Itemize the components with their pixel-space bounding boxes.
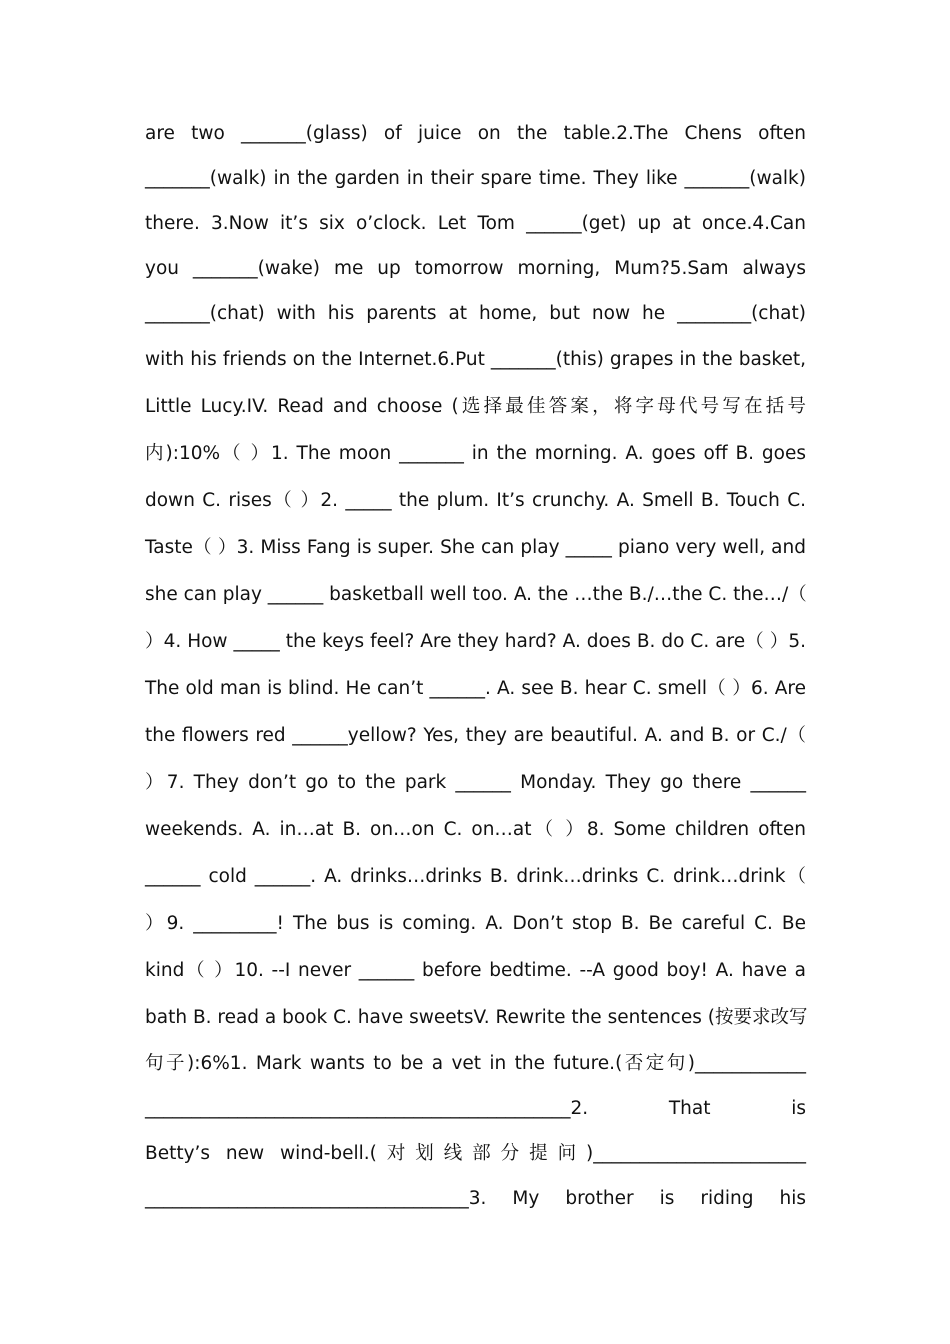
document-body [145,111,806,1221]
text-line: The old man is blind. He can’t ______. A. see B. hear C. smell（ ）6. Are [145,678,806,699]
text-line: she can play ______ basketball well too. A. the …the B./…the C. the…/（ [145,584,807,605]
text-line: weekends. A. in…at B. on…on C. on…at（ ）8. Some children often [145,819,806,840]
text-line: there. 3.Now it’s six o’clock. Let Tom ______(get) up at once.4.Can [145,213,806,234]
text-line: kind（ ）10. --I never ______ before bedtime. --A good boy! A. have a [145,960,806,981]
text-line: _______(chat) with his parents at home, but now he ________(chat) [145,303,806,324]
text-line: are two _______(glass) of juice on the table.2.The Chens often [145,123,806,144]
text-line: ______ cold ______. A. drinks…drinks B. drink…drinks C. drink…drink（ [145,866,806,887]
text-line: down C. rises（ ）2. _____ the plum. It’s crunchy. A. Smell B. Touch C. [145,490,806,511]
text-line: Little Lucy.IV. Read and choose (选择最佳答案，将字母代号写在括号 [145,396,806,417]
text-line: _______(walk) in the garden in their spare time. They like _______(walk) [145,168,806,189]
text-line: ）9. _________! The bus is coming. A. Don’t stop B. Be careful C. Be [145,913,806,934]
text-line: ______________________________________________2. That is [145,1098,806,1119]
text-line: ___________________________________3. My brother is riding his [145,1188,806,1209]
text-line: the flowers red ______yellow? Yes, they are beautiful. A. and B. or C./（ [145,725,806,746]
text-line: bath B. read a book C. have sweetsV. Rewrite the sentences (按要求改写 [145,1007,808,1028]
text-line: Betty’s new wind-bell.(对划线部分提问)_______________________ [145,1143,806,1164]
text-line: 内):10%（ ）1. The moon _______ in the morning. A. goes off B. goes [145,443,806,464]
text-line: you _______(wake) me up tomorrow morning, Mum?5.Sam always [145,258,806,279]
text-line: Taste（ ）3. Miss Fang is super. She can play _____ piano very well, and [145,537,806,558]
text-line: ）7. They don’t go to the park ______ Monday. They go there ______ [145,772,806,793]
text-line: ）4. How _____ the keys feel? Are they hard? A. does B. do C. are（ ）5. [145,631,806,652]
text-line: 句子):6%1. Mark wants to be a vet in the future.(否定句)____________ [145,1053,806,1074]
text-line: with his friends on the Internet.6.Put _______(this) grapes in the basket, [145,349,806,370]
